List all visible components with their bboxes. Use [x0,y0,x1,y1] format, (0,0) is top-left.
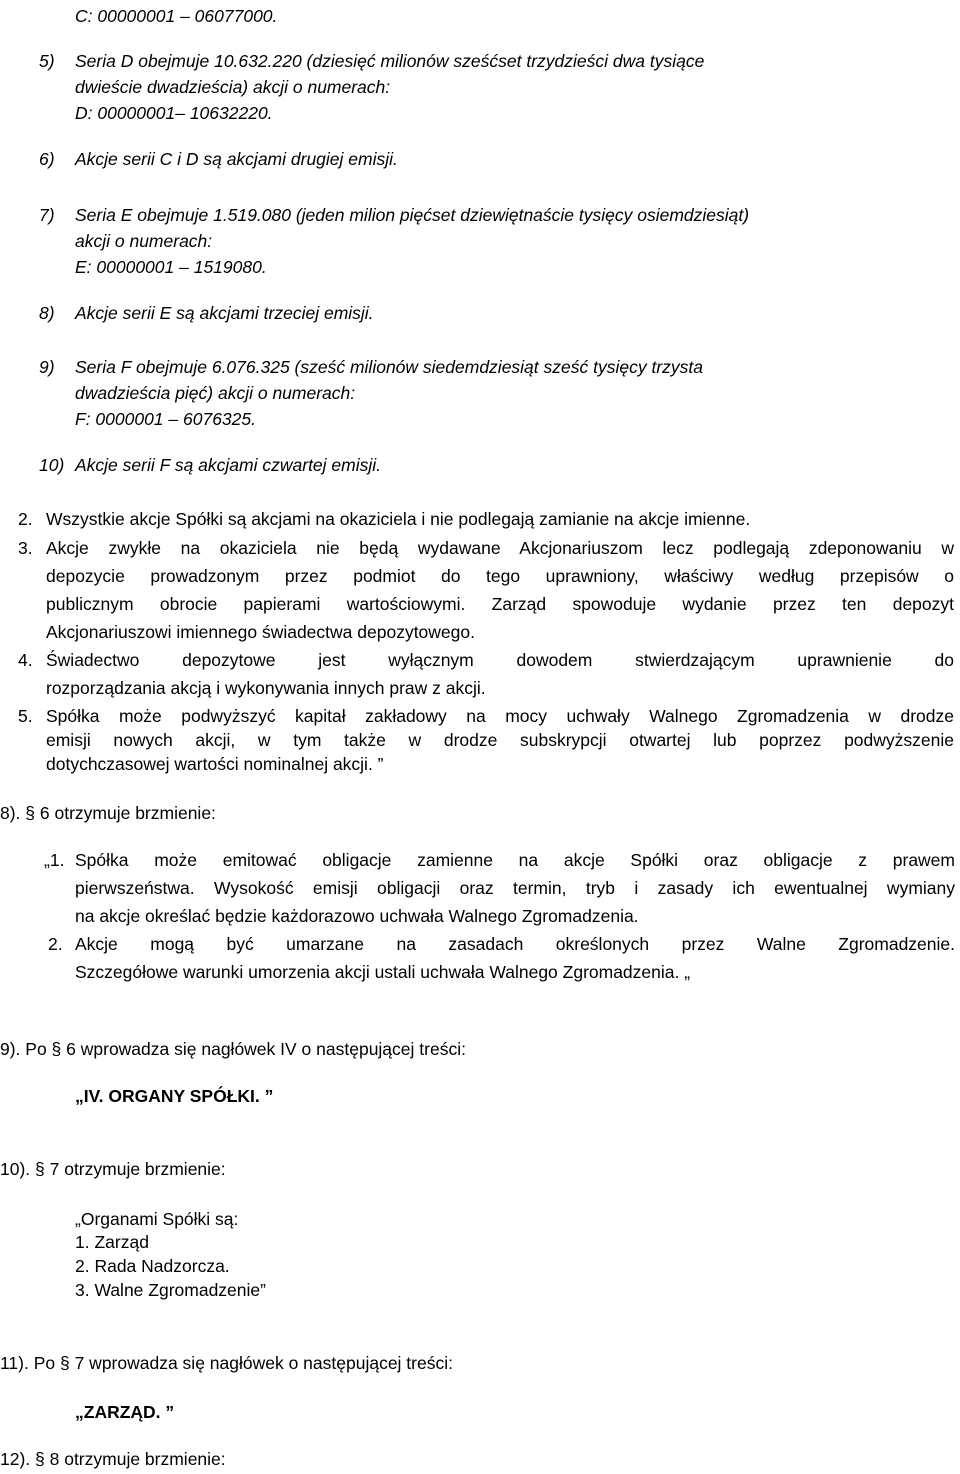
section-heading: 11). Po § 7 wprowadza się nagłówek o następującej treści: [0,1353,453,1373]
point-line: emisji nowych akcji, w tym także w drodze subskrypcji otwartej lub poprzez podwyższenie [46,730,954,750]
point-number: 3. [18,538,33,558]
point-number: 4. [18,650,33,670]
point-line: pierwszeństwa. Wysokość emisji obligacji oraz termin, tryb i zasady ich ewentualnej wymiany [75,878,955,898]
point-line: Spółka może emitować obligacje zamienne na akcje Spółki oraz obligacje z prawem [75,850,955,870]
list-item-line: Seria E obejmuje 1.519.080 (jeden milion pięćset dziewiętnaście tysięcy osiemdziesiąt) [75,205,750,225]
point-line: Akcje mogą być umarzane na zasadach określonych przez Walne Zgromadzenie. [75,934,955,954]
chapter-title: „ZARZĄD. ” [75,1402,175,1422]
list-item-line: Akcje serii E są akcjami trzeciej emisji. [75,303,374,323]
list-number: 6) [39,149,55,169]
list-item-line: Akcje serii F są akcjami czwartej emisji. [75,455,381,475]
list-number: 9) [39,357,55,377]
point-line: depozycie prowadzonym przez podmiot do tego uprawniony, właściwy według przepisów o [46,566,954,586]
point-line: Świadectwo depozytowe jest wyłącznym dowodem stwierdzającym uprawnienie do [46,650,954,670]
list-item-line: Seria D obejmuje 10.632.220 (dziesięć milionów sześćset trzydzieści dwa tysiące [75,51,705,71]
list-item-line: Seria F obejmuje 6.076.325 (sześć milionów siedemdziesiąt sześć tysięcy trzysta [75,357,703,377]
point-line: rozporządzania akcją i wykonywania innych praw z akcji. [46,678,486,698]
section-heading: 8). § 6 otrzymuje brzmienie: [0,803,216,823]
list-number: 10) [39,455,65,475]
point-number: 5. [18,706,33,726]
list-item-line: dwieście dwadzieścia) akcji o numerach: [75,77,391,97]
quote-line: „Organami Spółki są: [75,1209,239,1229]
quote-line: 1. Zarząd [75,1232,149,1252]
c-range-line: C: 00000001 – 06077000. [75,6,278,26]
list-item-line: akcji o numerach: [75,231,213,251]
list-item-line: dwadzieścia pięć) akcji o numerach: [75,383,356,403]
section-heading: 12). § 8 otrzymuje brzmienie: [0,1449,226,1469]
list-item-line: F: 0000001 – 6076325. [75,409,256,429]
list-item-line: Akcje serii C i D są akcjami drugiej emisji. [75,149,398,169]
point-line: na akcje określać będzie każdorazowo uchwała Walnego Zgromadzenia. [75,906,639,926]
point-line: Wszystkie akcje Spółki są akcjami na okaziciela i nie podlegają zamianie na akcje imienne. [46,509,751,529]
point-line: Spółka może podwyższyć kapitał zakładowy na mocy uchwały Walnego Zgromadzenia w drodze [46,706,954,726]
point-line: dotychczasowej wartości nominalnej akcji. ” [46,754,384,774]
point-number: 2. [48,934,63,954]
list-number: 5) [39,51,55,71]
quote-line: 3. Walne Zgromadzenie” [75,1280,266,1300]
chapter-title: „IV. ORGANY SPÓŁKI. ” [75,1086,274,1106]
list-item-line: D: 00000001– 10632220. [75,103,273,123]
point-line: publicznym obrocie papierami wartościowymi. Zarząd spowoduje wydanie przez ten depozyt [46,594,954,614]
list-item-line: E: 00000001 – 1519080. [75,257,267,277]
point-line: Akcje zwykłe na okaziciela nie będą wydawane Akcjonariuszom lecz podlegają zdeponowaniu w [46,538,954,558]
point-number: 2. [18,509,33,529]
point-line: Szczegółowe warunki umorzenia akcji ustali uchwała Walnego Zgromadzenia. „ [75,962,691,982]
section-heading: 10). § 7 otrzymuje brzmienie: [0,1159,226,1179]
list-number: 8) [39,303,55,323]
quote-line: 2. Rada Nadzorcza. [75,1256,230,1276]
section-heading: 9). Po § 6 wprowadza się nagłówek IV o następującej treści: [0,1039,466,1059]
point-number: „1. [44,850,65,870]
point-line: Akcjonariuszowi imiennego świadectwa depozytowego. [46,622,475,642]
list-number: 7) [39,205,55,225]
